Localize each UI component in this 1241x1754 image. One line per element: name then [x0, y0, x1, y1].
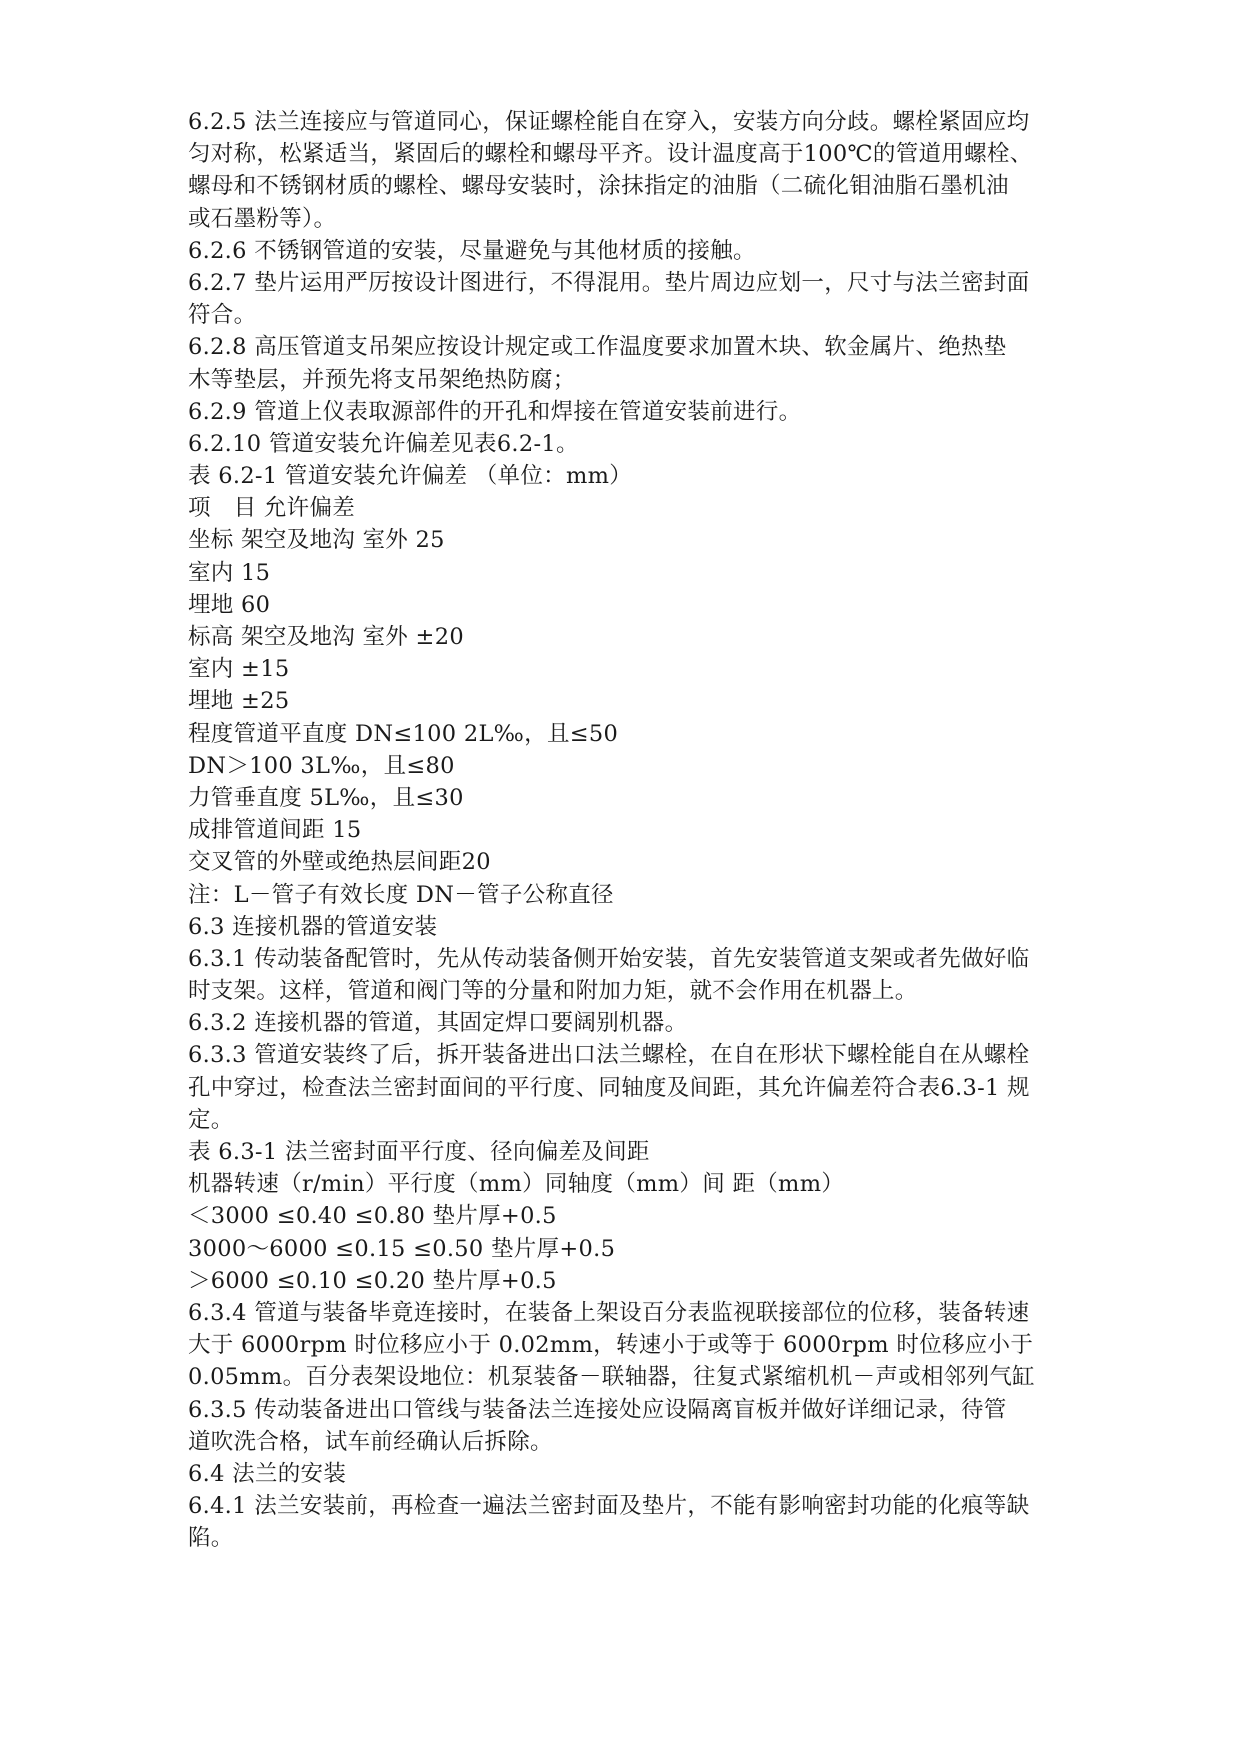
text-line: 6.3.1 传动装备配管时，先从传动装备侧开始安装，首先安装管道支架或者先做好临 — [188, 945, 1030, 972]
table-row: ＜3000 ≤0.40 ≤0.80 垫片厚+0.5 — [188, 1203, 557, 1230]
section-heading: 6.4 法兰的安装 — [188, 1460, 347, 1487]
text-line: 或石墨粉等）。 — [188, 205, 337, 232]
table-caption: 表 6.3-1 法兰密封面平行度、径向偏差及间距 — [188, 1139, 650, 1165]
table-row: 3000～6000 ≤0.15 ≤0.50 垫片厚+0.5 — [188, 1235, 616, 1262]
text-line: 6.3.2 连接机器的管道，其固定焊口要阔别机器。 — [188, 1010, 688, 1037]
table-row: 室内 ±15 — [188, 656, 290, 683]
text-line: 螺母和不锈钢材质的螺栓、螺母安装时，涂抹指定的油脂（二硫化钼油脂石墨机油 — [188, 173, 1009, 200]
table-header-row: 机器转速（r/min）平行度（mm）同轴度（mm）间 距（mm） — [188, 1171, 845, 1198]
text-line: 符合。 — [188, 302, 257, 329]
document-body — [188, 106, 1068, 1554]
text-line: 匀对称，松紧适当，紧固后的螺栓和螺母平齐。设计温度高于100℃的管道用螺栓、 — [188, 141, 1033, 168]
text-line: 大于 6000rpm 时位移应小于 0.02mm，转速小于或等于 6000rpm 时位移应小于 — [188, 1332, 1034, 1359]
text-line: 6.2.10 管道安装允许偏差见表6.2-1。 — [188, 430, 579, 457]
text-line: 6.2.6 不锈钢管道的安装，尽量避免与其他材质的接触。 — [188, 237, 756, 264]
text-line: 孔中穿过，检查法兰密封面间的平行度、同轴度及间距，其允许偏差符合表6.3-1 规 — [188, 1074, 1030, 1101]
text-line: 木等垫层，并预先将支吊架绝热防腐； — [188, 366, 576, 393]
table-row: 标高 架空及地沟 室外 ±20 — [188, 624, 464, 650]
table-row: 埋地 ±25 — [188, 688, 290, 715]
table-row: 室内 15 — [188, 559, 271, 586]
text-line: 道吹洗合格，试车前经确认后拆除。 — [188, 1428, 553, 1455]
text-line: 6.3.3 管道安装终了后，拆开装备进出口法兰螺栓，在自在形状下螺栓能自在从螺栓 — [188, 1042, 1030, 1069]
text-line: 时支架。这样，管道和阀门等的分量和附加力矩，就不会作用在机器上。 — [188, 978, 918, 1005]
text-line: 0.05mm。百分表架设地位：机泵装备－联轴器，往复式紧缩机机－声或相邻列气缸 — [188, 1364, 1035, 1391]
table-row: 坐标 架空及地沟 室外 25 — [188, 527, 445, 554]
text-line: 6.2.9 管道上仪表取源部件的开孔和焊接在管道安装前进行。 — [188, 398, 802, 425]
text-line: 定。 — [188, 1106, 234, 1133]
table-row: 程度管道平直度 DN≤100 2L‰，且≤50 — [188, 720, 619, 747]
text-line: 6.2.8 高压管道支吊架应按设计规定或工作温度要求加置木块、软金属片、绝热垫 — [188, 334, 1007, 361]
table-header-row: 项 目 允许偏差 — [188, 495, 356, 522]
text-line: 6.4.1 法兰安装前，再检查一遍法兰密封面及垫片，不能有影响密封功能的化痕等缺 — [188, 1493, 1030, 1520]
table-row: 埋地 60 — [188, 591, 271, 618]
table-caption: 表 6.2-1 管道安装允许偏差 （单位：mm） — [188, 463, 633, 490]
text-line: 6.3.4 管道与装备毕竟连接时，在装备上架设百分表监视联接部位的位移，装备转速 — [188, 1299, 1030, 1326]
table-row: ＞6000 ≤0.10 ≤0.20 垫片厚+0.5 — [188, 1267, 557, 1294]
table-row: 成排管道间距 15 — [188, 817, 362, 844]
table-row: 交叉管的外壁或绝热层间距20 — [188, 849, 491, 876]
table-row: 力管垂直度 5L‰，且≤30 — [188, 784, 464, 811]
table-note: 注：L－管子有效长度 DN－管子公称直径 — [188, 881, 614, 908]
text-line: 陷。 — [188, 1525, 234, 1552]
text-line: 6.3.5 传动装备进出口管线与装备法兰连接处应设隔离盲板并做好详细记录，待管 — [188, 1396, 1007, 1423]
text-line: 6.2.5 法兰连接应与管道同心，保证螺栓能自在穿入，安装方向分歧。螺栓紧固应均 — [188, 109, 1030, 135]
table-row: DN＞100 3L‰，且≤80 — [188, 752, 455, 779]
text-line: 6.2.7 垫片运用严厉按设计图进行，不得混用。垫片周边应划一，尺寸与法兰密封面 — [188, 269, 1030, 296]
section-heading: 6.3 连接机器的管道安装 — [188, 913, 438, 940]
